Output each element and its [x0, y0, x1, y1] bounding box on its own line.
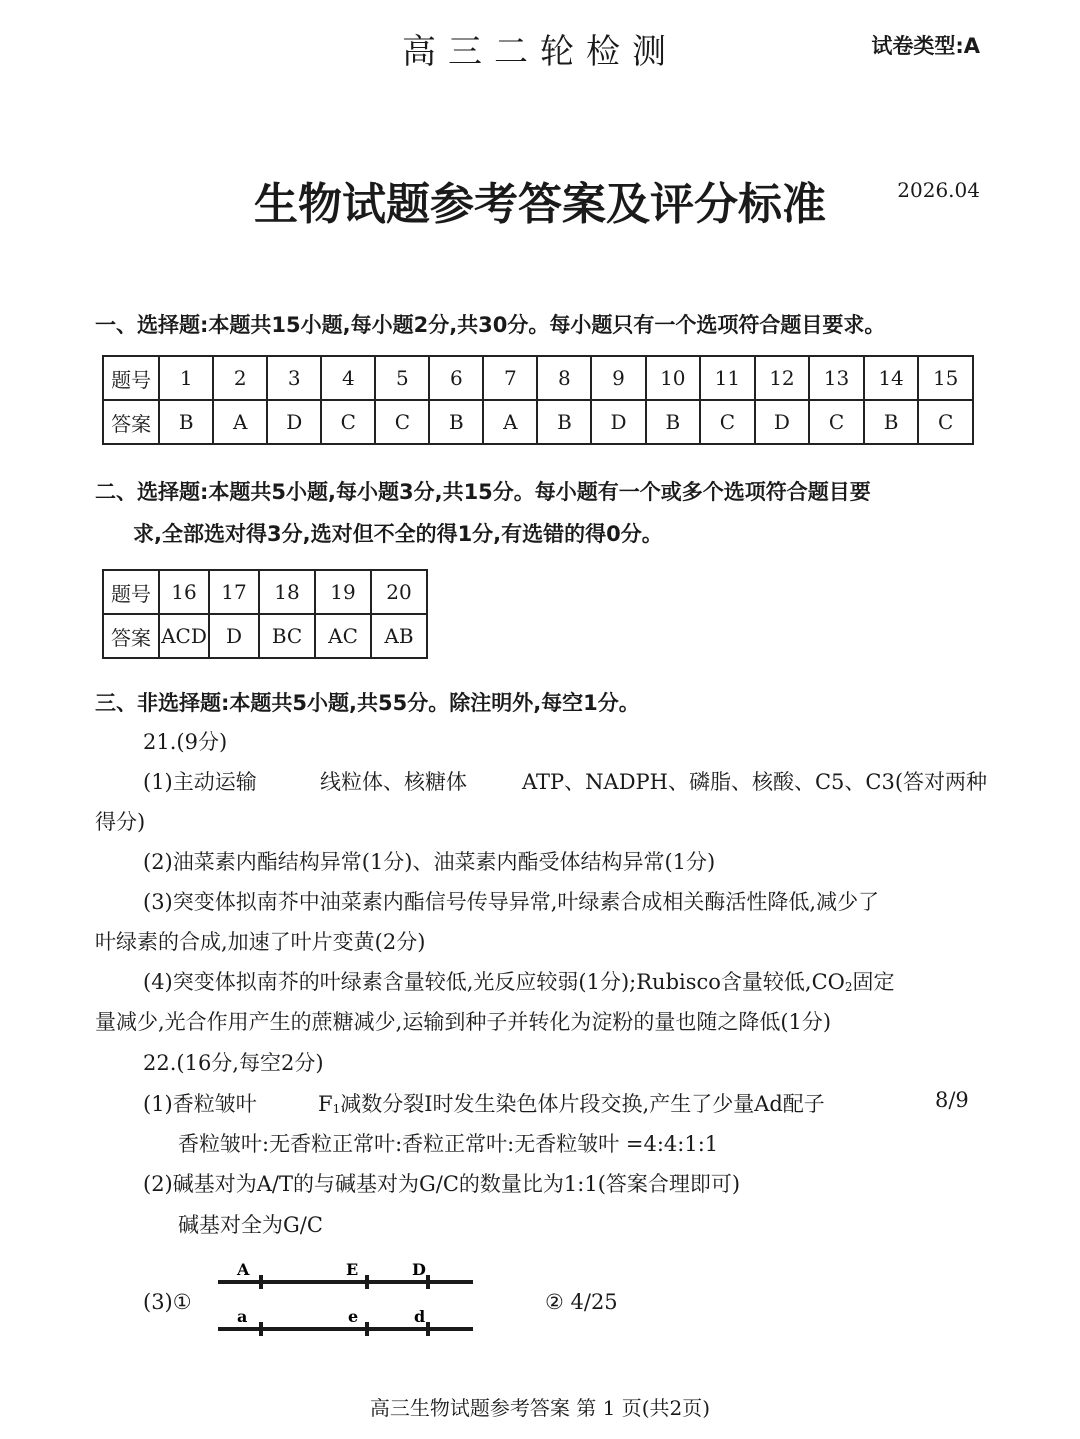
a-cell: B [429, 400, 483, 444]
q-cell: 1 [159, 356, 213, 400]
q21-part4-a [143, 966, 895, 996]
gene-label-upper-3: D [412, 1260, 426, 1279]
q22-title: 22.(16分,每空2分) [143, 1051, 324, 1075]
q22-part2-a: (2)碱基对为A/T的与碱基对为G/C的数量比为1:1(答案合理即可) [143, 1172, 741, 1196]
q22-part3-label: (3)① [143, 1290, 192, 1314]
q22-part1-c: 8/9 [935, 1088, 969, 1112]
locus-mark-e-lower [365, 1322, 369, 1336]
a-cell: C [809, 400, 864, 444]
q-cell: 4 [321, 356, 375, 400]
table-row-answers [103, 614, 427, 658]
q-cell: 18 [259, 570, 315, 614]
q21-part1-b: 线粒体、核糖体 [320, 770, 467, 794]
section2-answer-table [102, 569, 428, 659]
a-cell: A [483, 400, 537, 444]
q-cell: 14 [864, 356, 919, 400]
q-cell: 10 [646, 356, 701, 400]
section1-answer-table [102, 355, 974, 445]
q-cell: 7 [483, 356, 537, 400]
a-cell: C [700, 400, 755, 444]
a-cell: D [267, 400, 321, 444]
page-footer: 高三生物试题参考答案 第 1 页(共2页) [369, 1396, 711, 1420]
a-cell: B [159, 400, 213, 444]
a-cell: B [864, 400, 919, 444]
q-cell: 12 [755, 356, 810, 400]
table-row-questions [103, 356, 973, 400]
a-cell: AB [371, 614, 427, 658]
q-cell: 8 [537, 356, 591, 400]
locus-mark-a-lower [259, 1322, 263, 1336]
gene-label-upper-2: E [346, 1260, 359, 1279]
q21-part3-a: (3)突变体拟南芥中油菜素内酯信号传导异常,叶绿素合成相关酶活性降低,减少了 [143, 890, 880, 914]
chromosome-diagram [215, 1260, 480, 1342]
q22-part3-answer: ② 4/25 [545, 1290, 618, 1314]
gene-label-lower-3: d [414, 1307, 426, 1326]
section2-heading-line1: 二、选择题:本题共5小题,每小题3分,共15分。每小题有一个或多个选项符合题目要 [95, 480, 871, 504]
gene-label-lower-2: e [348, 1307, 359, 1326]
q21-title: 21.(9分) [143, 730, 228, 754]
a-cell: D [591, 400, 645, 444]
q21-part1-c: ATP、NADPH、磷脂、核酸、C5、C3(答对两种 [522, 770, 988, 794]
q21-part1-a: (1)主动运输 [143, 770, 257, 794]
section3-heading: 三、非选择题:本题共5小题,共55分。除注明外,每空1分。 [95, 691, 640, 715]
q21-part1-d: 得分) [95, 810, 146, 834]
co2-subscript: 2 [844, 980, 853, 994]
q-cell: 11 [700, 356, 755, 400]
q-cell: 15 [918, 356, 973, 400]
section2-heading-line2: 求,全部选对得3分,选对但不全的得1分,有选错的得0分。 [133, 522, 663, 546]
a-cell: B [537, 400, 591, 444]
section1-heading: 一、选择题:本题共15小题,每小题2分,共30分。每小题只有一个选项符合题目要求。 [95, 313, 886, 337]
q21-part4-a-text2: 固定 [852, 970, 895, 994]
table-row-questions [103, 570, 427, 614]
q-cell: 9 [591, 356, 645, 400]
row-label-question: 题号 [103, 570, 159, 614]
header-title: 高三二轮检测 [402, 32, 678, 72]
locus-mark-e-upper [365, 1275, 369, 1289]
q-cell: 19 [315, 570, 371, 614]
q22-part1-a: (1)香粒皱叶 [143, 1092, 257, 1116]
q-cell: 3 [267, 356, 321, 400]
q-cell: 5 [375, 356, 429, 400]
a-cell: ACD [159, 614, 209, 658]
q-cell: 16 [159, 570, 209, 614]
a-cell: C [375, 400, 429, 444]
table-row-answers [103, 400, 973, 444]
q21-part4-a-text1: (4)突变体拟南芥的叶绿素含量较低,光反应较弱(1分);Rubisco含量较低,CO [143, 970, 845, 994]
locus-mark-a-upper [259, 1275, 263, 1289]
q22-part1-b-text: 减数分裂Ⅰ时发生染色体片段交换,产生了少量Ad配子 [340, 1092, 825, 1116]
q-cell: 6 [429, 356, 483, 400]
f1-subscript: 1 [332, 1102, 341, 1116]
row-label-answer: 答案 [103, 400, 159, 444]
q22-part1-d: 香粒皱叶:无香粒正常叶:香粒正常叶:无香粒皱叶 =4:4:1:1 [178, 1132, 719, 1156]
a-cell: D [755, 400, 810, 444]
q-cell: 2 [213, 356, 267, 400]
document-date: 2026.04 [897, 178, 980, 202]
q-cell: 13 [809, 356, 864, 400]
document-title: 生物试题参考答案及评分标准 [254, 179, 826, 230]
row-label-answer: 答案 [103, 614, 159, 658]
q-cell: 17 [209, 570, 259, 614]
a-cell: C [321, 400, 375, 444]
paper-type-label: 试卷类型:A [871, 34, 980, 58]
gene-label-upper-1: A [237, 1260, 250, 1279]
a-cell: D [209, 614, 259, 658]
a-cell: BC [259, 614, 315, 658]
q21-part2: (2)油菜素内酯结构异常(1分)、油菜素内酯受体结构异常(1分) [143, 850, 716, 874]
gene-label-lower-1: a [237, 1307, 248, 1326]
q21-part3-b: 叶绿素的合成,加速了叶片变黄(2分) [95, 930, 426, 954]
q22-part1-b [318, 1088, 825, 1118]
a-cell: B [646, 400, 701, 444]
row-label-question: 题号 [103, 356, 159, 400]
q-cell: 20 [371, 570, 427, 614]
q21-part4-b: 量减少,光合作用产生的蔗糖减少,运输到种子并转化为淀粉的量也随之降低(1分) [95, 1010, 832, 1034]
a-cell: A [213, 400, 267, 444]
q22-f-text: F [318, 1092, 333, 1116]
a-cell: C [918, 400, 973, 444]
locus-mark-d-upper [426, 1275, 430, 1289]
a-cell: AC [315, 614, 371, 658]
q22-part2-b: 碱基对全为G/C [178, 1213, 323, 1237]
locus-mark-d-lower [426, 1322, 430, 1336]
